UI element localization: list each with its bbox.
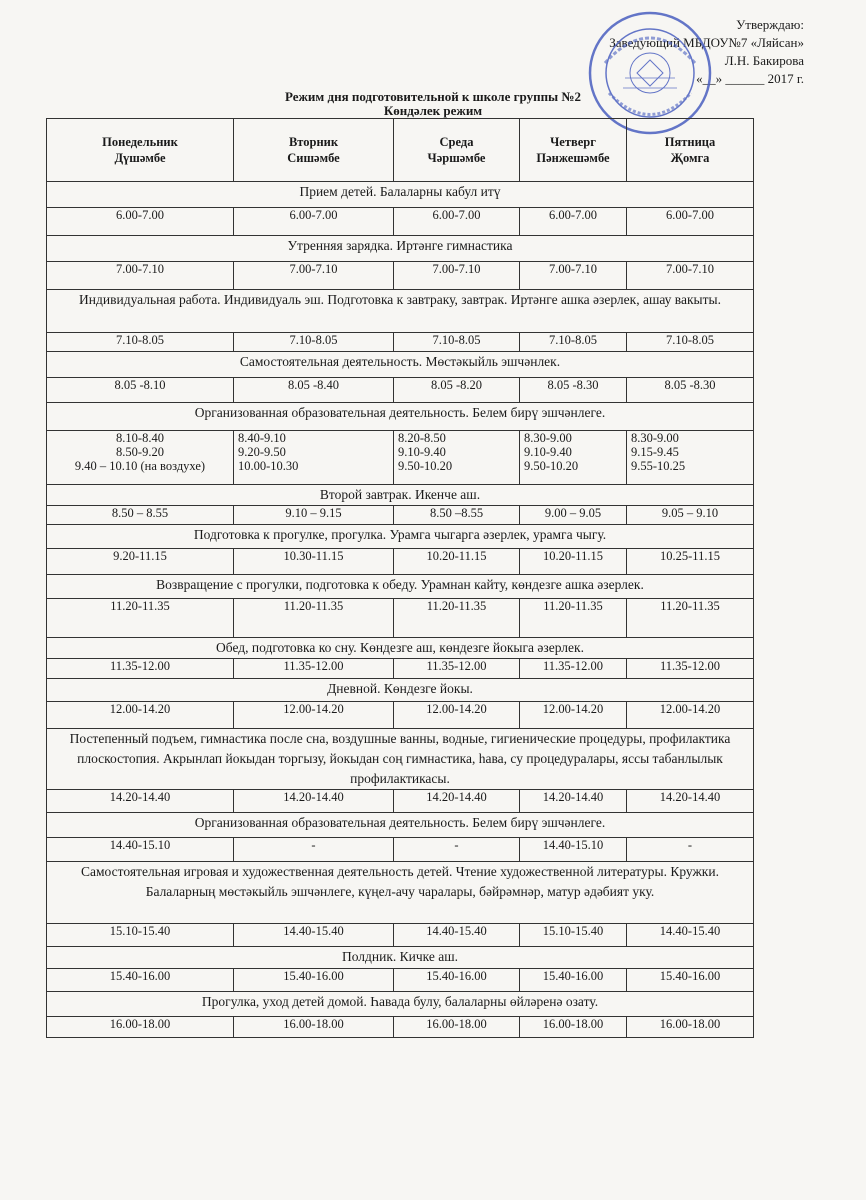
time-row [47,1017,754,1038]
section-row [47,290,754,333]
section-row [47,575,754,599]
time-row [47,702,754,729]
section-row [47,813,754,838]
time-cell: 10.25-11.15 [627,549,754,575]
time-cell [47,431,234,485]
time-cell: 8.50 – 8.55 [47,506,234,525]
section-title: Второй завтрак. Икенче аш. [47,485,754,506]
time-cell: 8.50 –8.55 [394,506,520,525]
time-cell: 6.00-7.00 [234,208,394,236]
time-cell: 15.40-16.00 [520,969,627,992]
section-title: Дневной. Көндезге йокы. [47,679,754,702]
section-title: Возвращение с прогулки, подготовка к обеду. Урамнан кайту, көндезге ашка әзерлек. [47,575,754,599]
time-row [47,431,754,485]
time-cell: 11.20-11.35 [234,599,394,638]
time-line: 8.20-8.50 [398,431,446,445]
time-cell: 14.20-14.40 [520,790,627,813]
time-cell: - [627,838,754,862]
time-cell: 6.00-7.00 [627,208,754,236]
time-row [47,333,754,352]
section-title: Подготовка к прогулке, прогулка. Урамга чыгарга әзерлек, урамга чыгу. [47,525,754,549]
time-cell: 7.00-7.10 [47,262,234,290]
time-cell: - [394,838,520,862]
time-cell: 12.00-14.20 [394,702,520,729]
time-cell: 10.30-11.15 [234,549,394,575]
time-cell: 9.00 – 9.05 [520,506,627,525]
time-cell: 7.10-8.05 [627,333,754,352]
section-title: Прогулка, уход детей домой. Һавада булу, балаларны өйләренә озату. [47,992,754,1017]
time-cell: 16.00-18.00 [627,1017,754,1038]
schedule-table [46,118,754,1038]
time-cell: 12.00-14.20 [234,702,394,729]
time-cell: 7.00-7.10 [627,262,754,290]
section-row [47,403,754,431]
time-cell [627,431,754,485]
time-line: 8.30-9.00 [631,431,679,445]
time-line: 8.30-9.00 [524,431,572,445]
time-cell: 16.00-18.00 [520,1017,627,1038]
time-line: 9.10-9.40 [398,445,446,459]
header-thursday: Четверг Пәнжешәмбе [520,119,627,182]
time-cell: 15.10-15.40 [47,924,234,947]
time-row [47,924,754,947]
time-line: 9.10-9.40 [524,445,572,459]
time-cell: 15.40-16.00 [234,969,394,992]
approval-line-4: «__» ______ 2017 г. [696,71,804,86]
section-row [47,352,754,378]
time-line: 9.55-10.25 [631,459,686,473]
time-cell: 14.40-15.40 [234,924,394,947]
time-cell: 15.10-15.40 [520,924,627,947]
time-cell: 11.35-12.00 [627,659,754,679]
section-row [47,638,754,659]
time-cell: 7.10-8.05 [520,333,627,352]
time-cell: 6.00-7.00 [394,208,520,236]
section-row [47,236,754,262]
time-cell: 11.20-11.35 [47,599,234,638]
time-cell: 16.00-18.00 [394,1017,520,1038]
section-title: Организованная образовательная деятельность. Белем бирү эшчәнлеге. [47,403,754,431]
time-row [47,262,754,290]
time-cell: 12.00-14.20 [520,702,627,729]
time-cell: 7.10-8.05 [394,333,520,352]
time-cell: 11.35-12.00 [234,659,394,679]
time-cell: 11.20-11.35 [627,599,754,638]
time-cell: - [234,838,394,862]
time-cell [520,431,627,485]
section-row [47,992,754,1017]
header-friday: Пятница Җомга [627,119,754,182]
time-row [47,599,754,638]
approval-line-3: Л.Н. Бакирова [724,53,804,68]
time-cell: 7.00-7.10 [394,262,520,290]
time-cell: 6.00-7.00 [520,208,627,236]
time-cell: 14.40-15.40 [394,924,520,947]
time-line: 9.50-10.20 [398,459,453,473]
time-cell: 11.35-12.00 [47,659,234,679]
section-title: Прием детей. Балаларны кабул итү [47,182,754,208]
time-row [47,790,754,813]
time-cell: 12.00-14.20 [47,702,234,729]
header-tuesday: Вторник Сишәмбе [234,119,394,182]
time-cell: 9.10 – 9.15 [234,506,394,525]
approval-line-1: Утверждаю: [736,17,804,32]
approval-line-2: Заведующий МБДОУ№7 «Ляйсан» [609,35,804,50]
time-cell: 8.05 -8.20 [394,378,520,403]
header-monday: Понедельник Дүшәмбе [47,119,234,182]
section-row [47,862,754,924]
time-row [47,208,754,236]
time-cell: 8.05 -8.10 [47,378,234,403]
time-cell: 14.20-14.40 [627,790,754,813]
section-row [47,729,754,790]
time-cell: 14.20-14.40 [394,790,520,813]
section-title: Самостоятельная игровая и художественная деятельность детей. Чтение художественной литературы. Кружки. Балаларның мөстәкыйль эшчәнлеге, күңел-ачу чаралары, бәйрәмнәр, матур әдәбият уку. [47,862,754,924]
time-cell: 8.05 -8.40 [234,378,394,403]
section-row [47,485,754,506]
header-row [47,119,754,182]
time-row [47,506,754,525]
section-row [47,679,754,702]
time-cell: 6.00-7.00 [47,208,234,236]
time-cell: 10.20-11.15 [394,549,520,575]
time-cell: 12.00-14.20 [627,702,754,729]
time-line: 8.40-9.10 [238,431,286,445]
time-cell: 14.20-14.40 [47,790,234,813]
section-row [47,947,754,969]
time-cell: 7.00-7.10 [234,262,394,290]
time-cell [394,431,520,485]
section-title: Полдник. Кичке аш. [47,947,754,969]
time-line: 9.40 – 10.10 (на воздухе) [74,459,206,473]
section-title: Утренняя зарядка. Иртәнге гимнастика [47,236,754,262]
time-cell: 8.05 -8.30 [520,378,627,403]
time-row [47,659,754,679]
time-cell: 15.40-16.00 [627,969,754,992]
time-row [47,838,754,862]
section-title: Самостоятельная деятельность. Мөстәкыйль эшчәнлек. [47,352,754,378]
time-cell: 11.35-12.00 [394,659,520,679]
page-title: Режим дня подготовительной к школе группы №2 [284,89,582,104]
time-cell: 8.05 -8.30 [627,378,754,403]
time-cell: 9.20-11.15 [47,549,234,575]
time-line: 8.50-9.20 [116,445,164,459]
time-cell: 16.00-18.00 [234,1017,394,1038]
time-cell: 11.20-11.35 [394,599,520,638]
time-cell: 15.40-16.00 [47,969,234,992]
section-title: Постепенный подъем, гимнастика после сна, воздушные ванны, водные, гигиенические процедуры, профилактика плоскостопия. Акрынлап йокыдан торгызу, йокыдан соң гимнастика, һава, су процедуралары, яссы табанлылык профилактикасы. [47,729,754,790]
time-cell: 15.40-16.00 [394,969,520,992]
time-line: 10.00-10.30 [238,459,299,473]
section-title: Организованная образовательная деятельность. Белем бирү эшчәнлеге. [47,813,754,838]
section-title: Обед, подготовка ко сну. Көндезге аш, көндезге йокыга әзерлек. [47,638,754,659]
header-wednesday: Среда Чәршәмбе [394,119,520,182]
time-cell: 11.35-12.00 [520,659,627,679]
section-row [47,182,754,208]
time-row [47,378,754,403]
time-row [47,969,754,992]
time-cell: 16.00-18.00 [47,1017,234,1038]
time-line: 9.15-9.45 [631,445,679,459]
time-cell: 14.40-15.10 [520,838,627,862]
time-cell: 7.10-8.05 [47,333,234,352]
time-cell [234,431,394,485]
time-cell: 10.20-11.15 [520,549,627,575]
time-cell: 14.40-15.10 [47,838,234,862]
time-cell: 14.40-15.40 [627,924,754,947]
time-line: 9.50-10.20 [524,459,579,473]
time-line: 9.20-9.50 [238,445,286,459]
time-cell: 14.20-14.40 [234,790,394,813]
time-cell: 11.20-11.35 [520,599,627,638]
page-subtitle: Көндәлек режим [383,103,483,118]
time-cell: 7.10-8.05 [234,333,394,352]
section-title: Индивидуальная работа. Индивидуаль эш. Подготовка к завтраку, завтрак. Иртәнге ашка әзерлек, ашау вакыты. [47,290,754,333]
time-cell: 7.00-7.10 [520,262,627,290]
time-row [47,549,754,575]
section-row [47,525,754,549]
time-line: 8.10-8.40 [116,431,164,445]
time-cell: 9.05 – 9.10 [627,506,754,525]
